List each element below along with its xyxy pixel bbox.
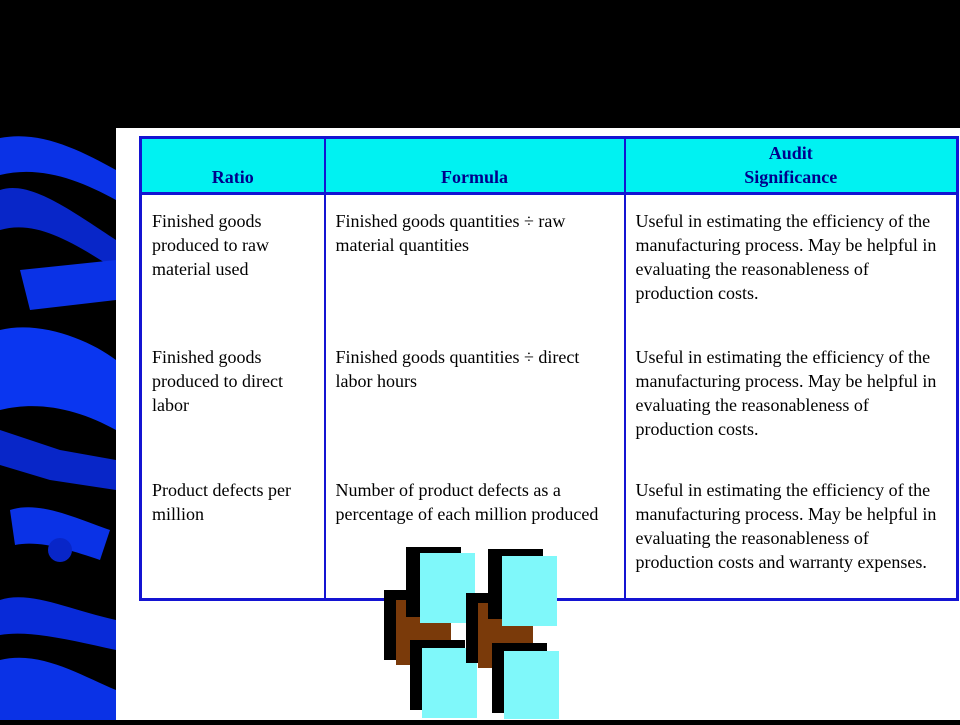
formula-cell: Finished goods quantities ÷ raw material quantities [325,194,625,332]
formula-cell: Finished goods quantities ÷ direct labor hours [325,331,625,463]
significance-cell: Useful in estimating the efficiency of the manufacturing process. May be helpful in evaluating the reasonableness of production costs and warranty expenses. [625,464,958,600]
table-header-row [141,138,958,194]
table-row [141,331,958,463]
stacked-boxes-clipart [380,545,565,720]
ratio-table [139,136,959,601]
significance-cell: Useful in estimating the efficiency of the manufacturing process. May be helpful in evaluating the reasonableness of production costs. [625,331,958,463]
table-row [141,194,958,332]
header-formula: Formula [325,138,625,194]
blue-swirl-decoration [0,130,116,720]
ratio-cell: Finished goods produced to raw material used [141,194,325,332]
significance-cell: Useful in estimating the efficiency of the manufacturing process. May be helpful in evaluating the reasonableness of production costs. [625,194,958,332]
ratio-cell: Finished goods produced to direct labor [141,331,325,463]
header-audit-significance: Audit Significance [625,138,958,194]
ratio-cell: Product defects per million [141,464,325,600]
formula-cell: Number of product defects as a percentage of each million produced [325,464,625,600]
header-ratio: Ratio [141,138,325,194]
